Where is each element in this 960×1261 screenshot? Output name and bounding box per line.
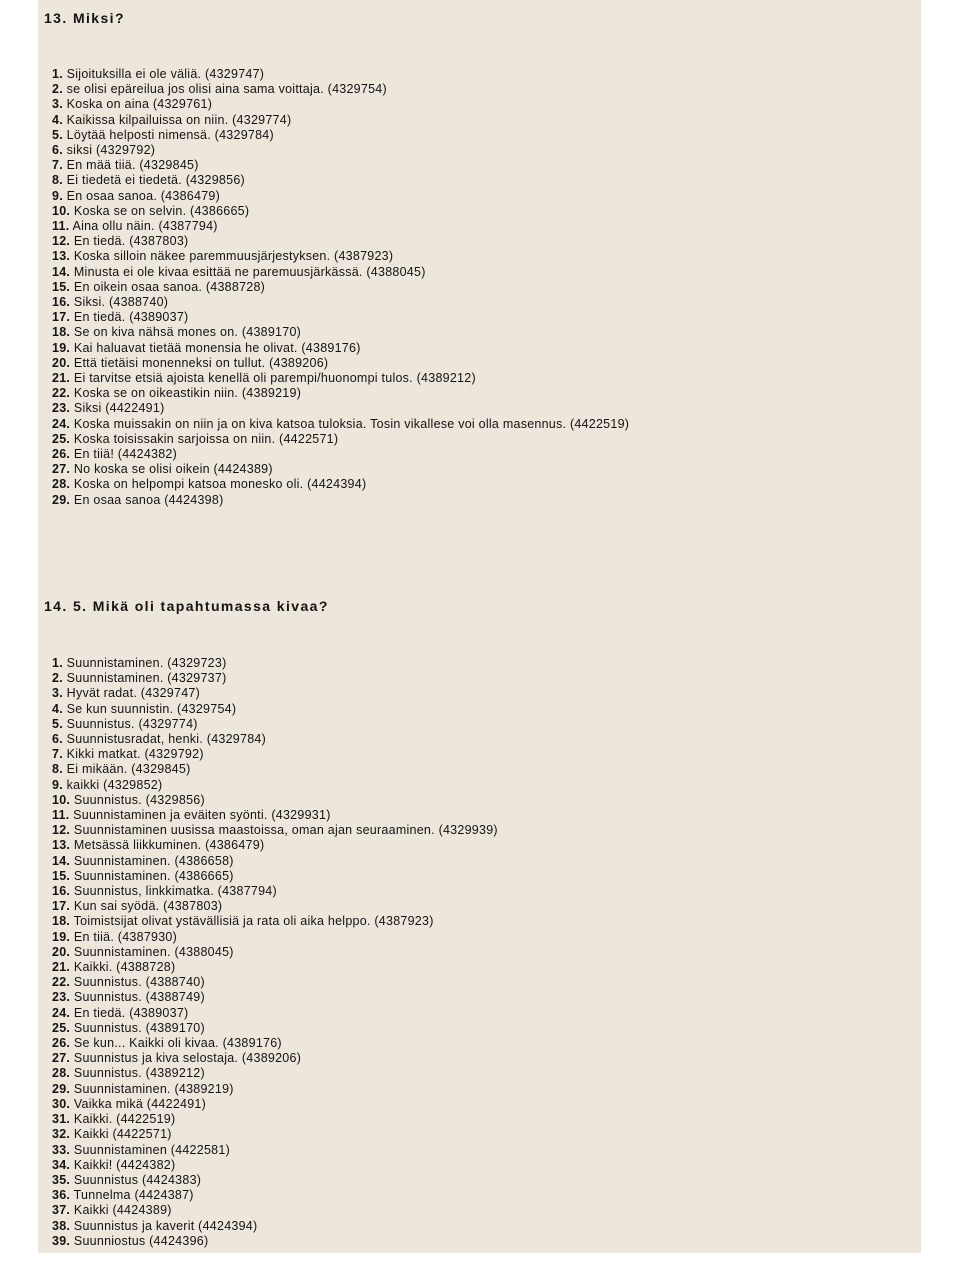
answer-item	[52, 930, 498, 945]
answer-number: 18.	[52, 914, 71, 929]
answer-item	[52, 1158, 498, 1173]
answer-item	[52, 189, 629, 204]
answer-text: En tiiä! (4424382)	[73, 447, 178, 462]
answer-number: 20.	[52, 944, 71, 959]
answer-item	[52, 493, 629, 508]
answer-text: kaikki (4329852)	[66, 777, 163, 792]
answer-text: Kikki matkat. (4329792)	[66, 747, 204, 762]
answer-item	[52, 234, 629, 249]
answer-number: 23.	[52, 401, 71, 416]
answer-item	[52, 462, 629, 477]
answer-number: 12.	[52, 823, 71, 838]
answer-text: Suunnistus. (4388749)	[73, 990, 205, 1005]
answer-item	[52, 1006, 498, 1021]
answer-text: Suunnistus. (4329774)	[66, 716, 198, 731]
answer-number: 5.	[52, 716, 63, 731]
answer-number: 35.	[52, 1172, 71, 1187]
answer-text: Kaikki. (4388728)	[73, 960, 176, 975]
answer-item	[52, 808, 498, 823]
answer-number: 22.	[52, 386, 71, 401]
answer-text: Vaikka mikä (4422491)	[73, 1096, 207, 1111]
answer-number: 17.	[52, 899, 71, 914]
answer-item	[52, 128, 629, 143]
answer-item	[52, 717, 498, 732]
answer-number: 36.	[52, 1188, 71, 1203]
answer-text: Suunnistus ja kiva selostaja. (4389206)	[73, 1051, 302, 1066]
answer-item	[52, 747, 498, 762]
answer-number: 6.	[52, 732, 63, 747]
answer-text: Suunnistus. (4329856)	[73, 792, 205, 807]
answer-item	[52, 1097, 498, 1112]
answer-item	[52, 143, 629, 158]
answer-number: 28.	[52, 477, 71, 492]
answer-text: Että tietäisi monenneksi on tullut. (4389206)	[73, 355, 329, 370]
answer-item	[52, 975, 498, 990]
answer-text: En osaa sanoa. (4386479)	[66, 188, 221, 203]
answer-text: Kaikissa kilpailuissa on niin. (4329774)	[66, 112, 292, 127]
answer-number: 25.	[52, 431, 71, 446]
answer-number: 8.	[52, 762, 63, 777]
answer-number: 16.	[52, 295, 71, 310]
answer-number: 18.	[52, 325, 71, 340]
answer-item	[52, 671, 498, 686]
answer-text: Suunnistus. (4389170)	[73, 1020, 205, 1035]
answer-item	[52, 854, 498, 869]
answer-number: 27.	[52, 1051, 71, 1066]
answer-text: Koska silloin näkee paremmuusjärjestyksen. (4387923)	[73, 249, 394, 264]
answer-text: Ei mikään. (4329845)	[66, 762, 191, 777]
answer-item	[52, 113, 629, 128]
answer-item	[52, 1082, 498, 1097]
answer-number: 31.	[52, 1112, 71, 1127]
answer-number: 3.	[52, 97, 63, 112]
answer-number: 32.	[52, 1127, 71, 1142]
answer-number: 14.	[52, 853, 71, 868]
answer-item	[52, 869, 498, 884]
answer-text: Suunnistaminen (4422581)	[73, 1142, 230, 1157]
answer-item	[52, 1051, 498, 1066]
answer-item	[52, 295, 629, 310]
answer-number: 29.	[52, 492, 71, 507]
answer-item	[52, 447, 629, 462]
answer-text: En tiedä. (4389037)	[73, 1005, 189, 1020]
answer-item	[52, 325, 629, 340]
answer-number: 6.	[52, 143, 63, 158]
answer-number: 3.	[52, 686, 63, 701]
answer-number: 22.	[52, 975, 71, 990]
answer-item	[52, 67, 629, 82]
answer-item	[52, 990, 498, 1005]
answer-text: Suunnistaminen. (4386665)	[73, 868, 234, 883]
answer-item	[52, 158, 629, 173]
answer-number: 39.	[52, 1233, 71, 1248]
answer-item	[52, 1127, 498, 1142]
answer-text: Suunnistusradat, henki. (4329784)	[66, 732, 267, 747]
answer-number: 7.	[52, 747, 63, 762]
answer-text: Koska on aina (4329761)	[66, 97, 213, 112]
answer-number: 38.	[52, 1218, 71, 1233]
answer-number: 21.	[52, 960, 71, 975]
answer-number: 15.	[52, 868, 71, 883]
answer-text: Suunnistaminen. (4329723)	[66, 656, 227, 670]
answer-text: Tunnelma (4424387)	[73, 1188, 194, 1203]
section-13-answer-list	[52, 67, 629, 508]
answer-number: 25.	[52, 1020, 71, 1035]
answer-number: 7.	[52, 158, 63, 173]
answer-text: Suunnistaminen ja eväiten syönti. (4329931)	[73, 808, 331, 823]
answer-number: 24.	[52, 1005, 71, 1020]
answer-text: Se kun suunnistin. (4329754)	[66, 701, 237, 716]
answer-text: En tiedä. (4389037)	[73, 310, 189, 325]
answer-item	[52, 884, 498, 899]
answer-text: En tiiä. (4387930)	[73, 929, 178, 944]
answer-number: 30.	[52, 1096, 71, 1111]
answer-text: Se on kiva nähsä mones on. (4389170)	[73, 325, 302, 340]
answer-item	[52, 702, 498, 717]
answer-item	[52, 265, 629, 280]
answer-text: Kaikki (4424389)	[73, 1203, 172, 1218]
answer-text: En tiedä. (4387803)	[73, 234, 189, 249]
answer-item	[52, 1203, 498, 1218]
answer-item	[52, 280, 629, 295]
answer-text: Suunnistus ja kaverit (4424394)	[73, 1218, 258, 1233]
answer-number: 19.	[52, 340, 71, 355]
answer-text: Minusta ei ole kivaa esittää ne paremuusjärkässä. (4388045)	[73, 264, 426, 279]
answer-item	[52, 371, 629, 386]
answer-number: 26.	[52, 1036, 71, 1051]
answer-item	[52, 386, 629, 401]
answer-number: 33.	[52, 1142, 71, 1157]
answer-item	[52, 686, 498, 701]
answer-text: Suunnistus (4424383)	[73, 1172, 202, 1187]
answer-text: Kai haluavat tietää monensia he olivat. (4389176)	[73, 340, 361, 355]
answer-number: 14.	[52, 264, 71, 279]
answer-item	[52, 401, 629, 416]
section-14-answer-list	[52, 656, 498, 1249]
answer-text: Suunnistaminen. (4389219)	[73, 1081, 234, 1096]
answer-item	[52, 1188, 498, 1203]
answer-text: Suunnistaminen uusissa maastoissa, oman ajan seuraaminen. (4329939)	[73, 823, 498, 838]
answer-number: 4.	[52, 112, 63, 127]
answer-number: 29.	[52, 1081, 71, 1096]
answer-text: En osaa sanoa (4424398)	[73, 492, 224, 507]
answer-item	[52, 762, 498, 777]
answer-item	[52, 1112, 498, 1127]
answer-text: Aina ollu näin. (4387794)	[72, 219, 218, 234]
answer-text: En mää tiiä. (4329845)	[66, 158, 199, 173]
answer-item	[52, 656, 498, 671]
answer-item	[52, 173, 629, 188]
answer-number: 10.	[52, 792, 71, 807]
answer-item	[52, 82, 629, 97]
answer-text: Suunnistus. (4389212)	[73, 1066, 205, 1081]
answer-number: 20.	[52, 355, 71, 370]
answer-number: 11.	[52, 808, 70, 823]
answer-text: En oikein osaa sanoa. (4388728)	[73, 279, 266, 294]
answer-text: Toimistsijat olivat ystävällisiä ja rata oli aika helppo. (4387923)	[73, 914, 434, 929]
answer-text: Koska se on oikeastikin niin. (4389219)	[73, 386, 302, 401]
answer-number: 28.	[52, 1066, 71, 1081]
answer-number: 17.	[52, 310, 71, 325]
answer-text: Se kun... Kaikki oli kivaa. (4389176)	[73, 1036, 282, 1051]
answer-text: Metsässä liikkuminen. (4386479)	[73, 838, 265, 853]
answer-text: Hyvät radat. (4329747)	[66, 686, 201, 701]
answer-number: 9.	[52, 777, 63, 792]
answer-text: se olisi epäreilua jos olisi aina sama voittaja. (4329754)	[66, 82, 387, 97]
answer-text: Sijoituksilla ei ole väliä. (4329747)	[66, 67, 265, 81]
answer-item	[52, 823, 498, 838]
answer-number: 4.	[52, 701, 63, 716]
answer-number: 13.	[52, 838, 71, 853]
answer-text: Kun sai syödä. (4387803)	[73, 899, 223, 914]
answer-item	[52, 477, 629, 492]
answer-item	[52, 1021, 498, 1036]
answer-text: Koska toisissakin sarjoissa on niin. (4422571)	[73, 431, 339, 446]
answer-item	[52, 914, 498, 929]
answer-number: 16.	[52, 884, 71, 899]
answer-item	[52, 945, 498, 960]
answer-item	[52, 1066, 498, 1081]
answer-text: Ei tiedetä ei tiedetä. (4329856)	[66, 173, 245, 188]
answer-number: 11.	[52, 219, 70, 234]
answer-item	[52, 97, 629, 112]
answer-number: 26.	[52, 447, 71, 462]
answer-number: 1.	[52, 67, 63, 81]
answer-item	[52, 1234, 498, 1249]
answer-text: siksi (4329792)	[66, 143, 156, 158]
answer-text: No koska se olisi oikein (4424389)	[73, 462, 273, 477]
answer-text: Kaikki. (4422519)	[73, 1112, 176, 1127]
answer-number: 9.	[52, 188, 63, 203]
answer-text: Koska muissakin on niin ja on kiva katsoa tuloksia. Tosin vikallese voi olla masennus. (4422519)	[73, 416, 630, 431]
answer-text: Koska se on selvin. (4386665)	[73, 203, 250, 218]
answer-text: Ei tarvitse etsiä ajoista kenellä oli parempi/huonompi tulos. (4389212)	[73, 371, 476, 386]
answer-text: Kaikki! (4424382)	[73, 1157, 176, 1172]
answer-number: 24.	[52, 416, 71, 431]
answer-item	[52, 1036, 498, 1051]
answer-item	[52, 1143, 498, 1158]
answer-number: 34.	[52, 1157, 71, 1172]
answer-text: Suunnistaminen. (4329737)	[66, 671, 227, 686]
answer-number: 12.	[52, 234, 71, 249]
answer-item	[52, 1173, 498, 1188]
answer-text: Siksi. (4388740)	[73, 295, 169, 310]
answer-item	[52, 732, 498, 747]
answer-number: 23.	[52, 990, 71, 1005]
section-13-heading: 13. Miksi?	[44, 10, 125, 26]
answer-item	[52, 310, 629, 325]
answer-number: 10.	[52, 203, 71, 218]
answer-item	[52, 204, 629, 219]
answer-number: 37.	[52, 1203, 71, 1218]
answer-text: Suunnistaminen. (4388045)	[73, 944, 234, 959]
answer-number: 27.	[52, 462, 71, 477]
answer-text: Kaikki (4422571)	[73, 1127, 172, 1142]
answer-number: 13.	[52, 249, 71, 264]
answer-text: Koska on helpompi katsoa monesko oli. (4424394)	[73, 477, 367, 492]
answer-text: Suunnistus. (4388740)	[73, 975, 205, 990]
answer-item	[52, 356, 629, 371]
answer-text: Siksi (4422491)	[73, 401, 165, 416]
answer-item	[52, 793, 498, 808]
answer-number: 8.	[52, 173, 63, 188]
answer-text: Suunniostus (4424396)	[73, 1233, 209, 1248]
answer-item	[52, 219, 629, 234]
answer-text: Löytää helposti nimensä. (4329784)	[66, 127, 274, 142]
answer-item	[52, 341, 629, 356]
answer-item	[52, 417, 629, 432]
answer-text: Suunnistus, linkkimatka. (4387794)	[73, 884, 277, 899]
answer-item	[52, 838, 498, 853]
answer-number: 1.	[52, 656, 63, 670]
answer-item	[52, 432, 629, 447]
answer-text: Suunnistaminen. (4386658)	[73, 853, 234, 868]
answer-number: 21.	[52, 371, 71, 386]
answer-item	[52, 899, 498, 914]
section-14-heading: 14. 5. Mikä oli tapahtumassa kivaa?	[44, 598, 329, 614]
answer-number: 5.	[52, 127, 63, 142]
answer-item	[52, 778, 498, 793]
answer-number: 15.	[52, 279, 71, 294]
answer-item	[52, 1219, 498, 1234]
answer-item	[52, 249, 629, 264]
answer-number: 19.	[52, 929, 71, 944]
answer-item	[52, 960, 498, 975]
answer-number: 2.	[52, 82, 63, 97]
answer-number: 2.	[52, 671, 63, 686]
